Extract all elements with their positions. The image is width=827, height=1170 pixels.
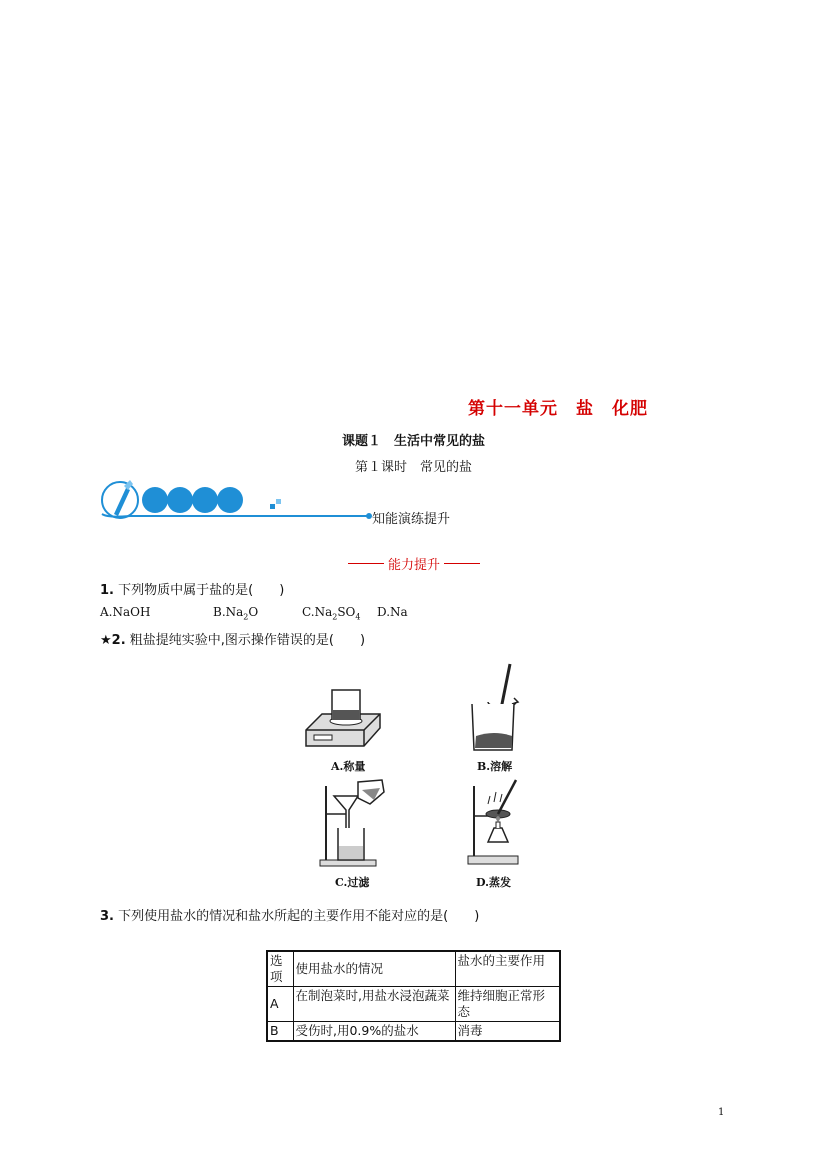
banner-dot xyxy=(217,487,243,513)
option-a: A.NaOH xyxy=(100,605,151,619)
option-b: $B.Na_2O$ xyxy=(213,605,259,622)
banner-dot xyxy=(192,487,218,513)
question-number: 2. xyxy=(111,633,126,648)
ability-label: 能力提升 xyxy=(388,558,441,573)
question-number: 1. xyxy=(100,583,114,598)
section-title: 第１课时 常见的盐 xyxy=(354,460,472,475)
question-text: 下列物质中属于盐的是( ) xyxy=(113,583,285,598)
option-d: D.Na xyxy=(377,605,408,619)
star-icon: ★ xyxy=(100,633,112,648)
banner-square xyxy=(270,504,275,509)
banner-line xyxy=(102,514,368,517)
figure-c-filtering xyxy=(318,776,390,868)
figure-b-dissolving xyxy=(464,660,524,754)
table-header-cell: 选项 xyxy=(267,951,293,987)
question-number: 3. xyxy=(100,909,114,924)
page-number: 1 xyxy=(718,1107,725,1118)
table-cell: B xyxy=(267,1022,293,1042)
question-2 xyxy=(100,629,365,648)
figure-d-evaporating xyxy=(466,776,526,868)
figure-c-label: C.过滤 xyxy=(335,876,370,889)
option-c: $C.Na_2SO_4$ xyxy=(302,605,361,622)
banner-label: 知能演练提升 xyxy=(372,512,451,527)
question-text: 下列使用盐水的情况和盐水所起的主要作用不能对应的是( ) xyxy=(113,909,480,924)
table-header-cell: 盐水的主要作用 xyxy=(455,951,560,987)
ability-line-right xyxy=(444,563,480,564)
lesson-title: 课题１ 生活中常见的盐 xyxy=(341,434,485,449)
table-header-cell: 使用盐水的情况 xyxy=(293,951,455,987)
figure-d-label: D.蒸发 xyxy=(476,876,511,889)
banner-dot xyxy=(142,487,168,513)
figure-a-label: A.称量 xyxy=(331,760,366,773)
question-3 xyxy=(100,905,479,924)
saline-table xyxy=(266,950,561,1042)
table-cell: 受伤时,用0.9%的盐水 xyxy=(293,1022,455,1042)
brush-badge xyxy=(102,482,138,518)
question-1 xyxy=(100,579,284,598)
table-cell: 消毒 xyxy=(455,1022,560,1042)
banner-square xyxy=(276,499,281,504)
ability-divider xyxy=(348,554,480,573)
question-text: 粗盐提纯实验中,图示操作错误的是( ) xyxy=(125,633,366,648)
table-header-row xyxy=(267,951,560,987)
figure-b-label: B.溶解 xyxy=(477,760,513,773)
table-row xyxy=(267,1022,560,1042)
table-cell: A xyxy=(267,987,293,1022)
unit-title: 第十一单元 盐 化肥 xyxy=(468,399,648,419)
table-row xyxy=(267,987,560,1022)
figure-a-balance xyxy=(302,680,382,752)
table-cell: 在制泡菜时,用盐水浸泡蔬菜 xyxy=(293,987,455,1022)
ability-line-left xyxy=(348,563,384,564)
banner-dot xyxy=(167,487,193,513)
table-cell: 维持细胞正常形态 xyxy=(455,987,560,1022)
